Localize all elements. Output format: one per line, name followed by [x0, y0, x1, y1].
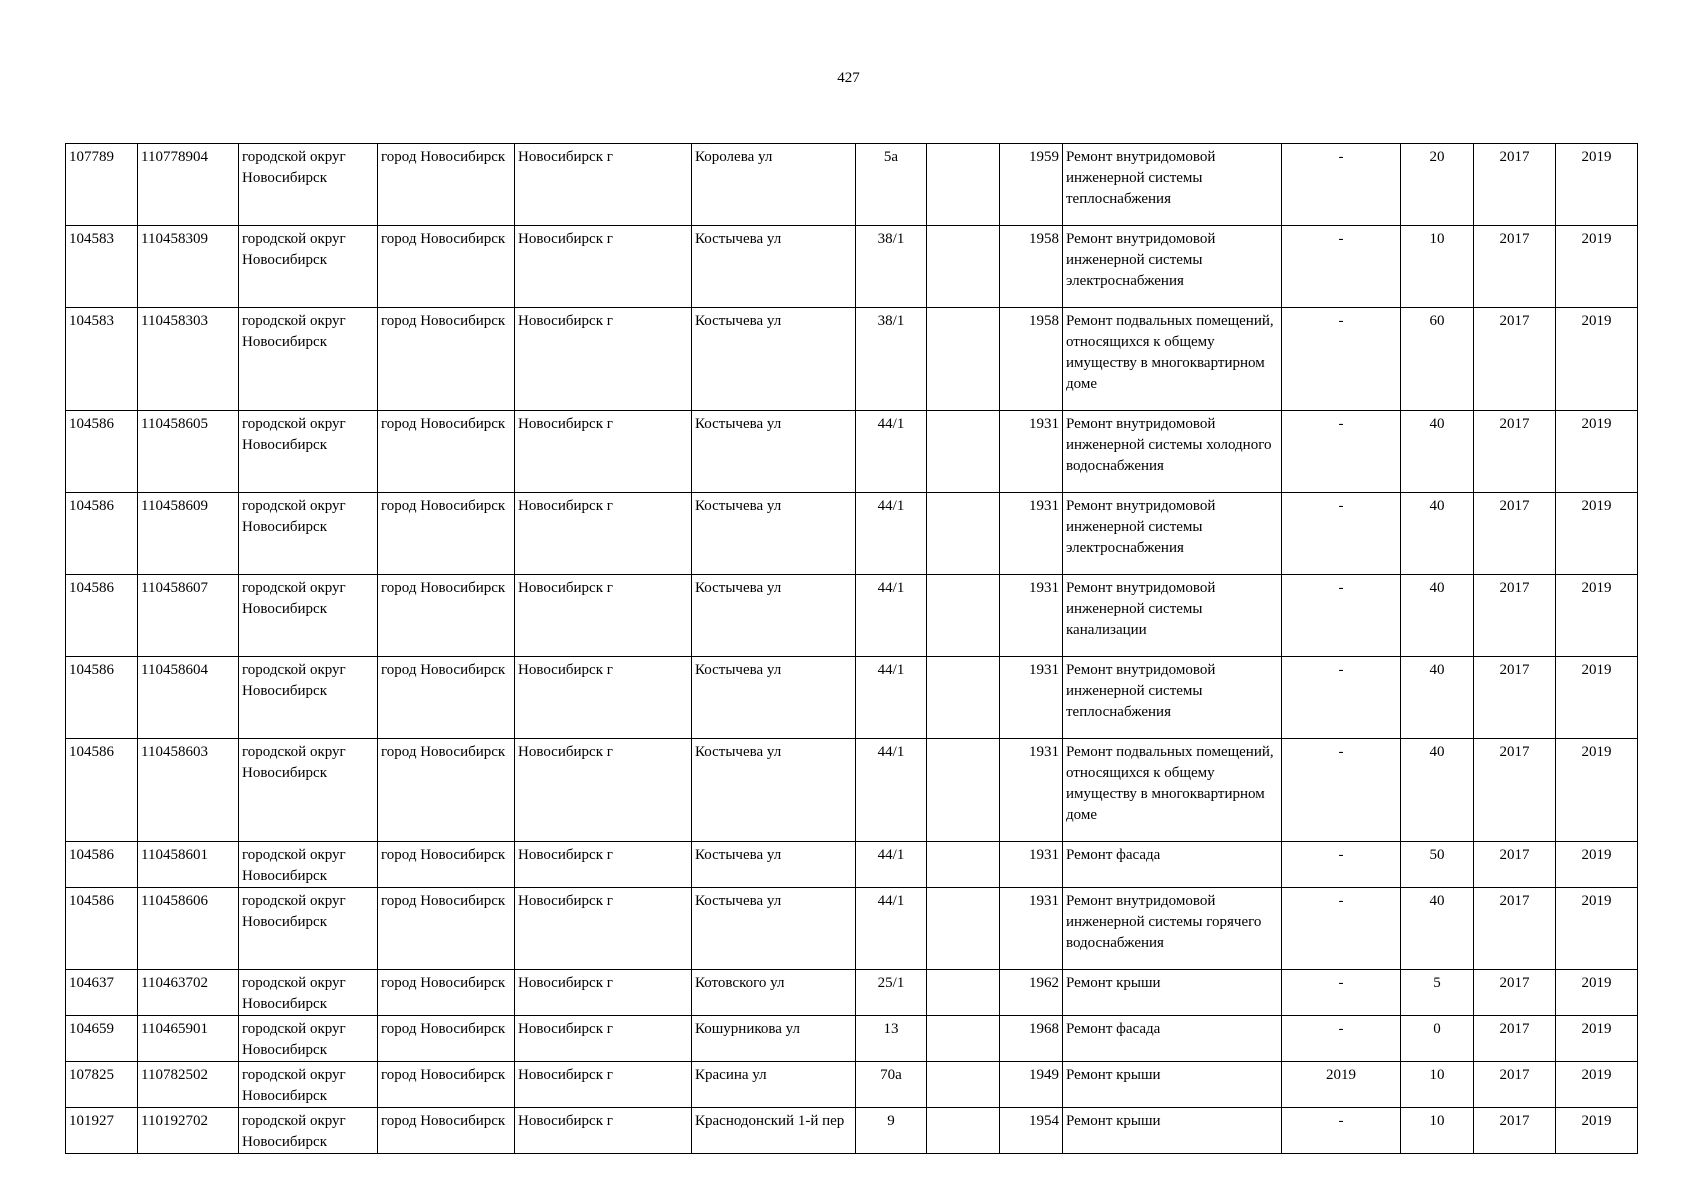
table-row [66, 1108, 1638, 1154]
cell-house-number: 70а [856, 1062, 927, 1108]
cell-previous-repair: - [1282, 575, 1401, 657]
cell-work-code: 110458607 [138, 575, 239, 657]
cell-build-year: 1958 [1000, 308, 1063, 411]
cell-build-year: 1931 [1000, 842, 1063, 888]
cell-street: Костычева ул [692, 739, 856, 842]
cell-building [927, 1016, 1000, 1062]
cell-house-number: 44/1 [856, 657, 927, 739]
table-row [66, 842, 1638, 888]
cell-period-start: 2017 [1474, 144, 1556, 226]
cell-street: Костычева ул [692, 226, 856, 308]
cell-wear-percent: 40 [1401, 493, 1474, 575]
cell-house-number: 38/1 [856, 226, 927, 308]
cell-period-end: 2019 [1556, 144, 1638, 226]
cell-work-type: Ремонт внутридомовой инженерной системы теплоснабжения [1063, 657, 1282, 739]
cell-wear-percent: 10 [1401, 226, 1474, 308]
table-row [66, 1062, 1638, 1108]
cell-previous-repair: - [1282, 970, 1401, 1016]
cell-build-year: 1931 [1000, 493, 1063, 575]
cell-period-start: 2017 [1474, 226, 1556, 308]
table-row [66, 493, 1638, 575]
cell-previous-repair: - [1282, 308, 1401, 411]
cell-wear-percent: 40 [1401, 657, 1474, 739]
cell-street: Кошурникова ул [692, 1016, 856, 1062]
cell-house-id: 101927 [66, 1108, 138, 1154]
cell-settlement: город Новосибирск [378, 657, 515, 739]
cell-build-year: 1949 [1000, 1062, 1063, 1108]
repair-registry-table [65, 143, 1638, 1154]
cell-city: Новосибирск г [515, 1062, 692, 1108]
cell-work-type: Ремонт внутридомовой инженерной системы канализации [1063, 575, 1282, 657]
cell-house-number: 13 [856, 1016, 927, 1062]
cell-building [927, 226, 1000, 308]
cell-work-type: Ремонт внутридомовой инженерной системы холодного водоснабжения [1063, 411, 1282, 493]
cell-house-number: 25/1 [856, 970, 927, 1016]
cell-build-year: 1958 [1000, 226, 1063, 308]
cell-settlement: город Новосибирск [378, 1016, 515, 1062]
cell-house-id: 104586 [66, 739, 138, 842]
cell-work-code: 110782502 [138, 1062, 239, 1108]
cell-period-start: 2017 [1474, 1062, 1556, 1108]
table-row [66, 888, 1638, 970]
cell-house-number: 44/1 [856, 888, 927, 970]
cell-city: Новосибирск г [515, 657, 692, 739]
cell-street: Костычева ул [692, 842, 856, 888]
cell-period-start: 2017 [1474, 411, 1556, 493]
cell-work-type: Ремонт внутридомовой инженерной системы электроснабжения [1063, 226, 1282, 308]
cell-house-number: 5а [856, 144, 927, 226]
cell-work-code: 110458303 [138, 308, 239, 411]
cell-building [927, 888, 1000, 970]
cell-period-end: 2019 [1556, 1016, 1638, 1062]
cell-work-type: Ремонт фасада [1063, 842, 1282, 888]
cell-district: городской округ Новосибирск [239, 575, 378, 657]
table-body [66, 144, 1638, 1154]
cell-wear-percent: 10 [1401, 1108, 1474, 1154]
cell-house-id: 104583 [66, 308, 138, 411]
cell-build-year: 1954 [1000, 1108, 1063, 1154]
cell-settlement: город Новосибирск [378, 1108, 515, 1154]
cell-settlement: город Новосибирск [378, 226, 515, 308]
cell-wear-percent: 40 [1401, 739, 1474, 842]
cell-house-id: 104586 [66, 493, 138, 575]
cell-building [927, 842, 1000, 888]
cell-city: Новосибирск г [515, 739, 692, 842]
table-row [66, 411, 1638, 493]
cell-building [927, 970, 1000, 1016]
cell-house-id: 104586 [66, 888, 138, 970]
cell-period-start: 2017 [1474, 970, 1556, 1016]
cell-house-number: 38/1 [856, 308, 927, 411]
cell-house-number: 44/1 [856, 739, 927, 842]
cell-wear-percent: 5 [1401, 970, 1474, 1016]
table-row [66, 970, 1638, 1016]
cell-district: городской округ Новосибирск [239, 308, 378, 411]
cell-house-id: 107825 [66, 1062, 138, 1108]
cell-period-start: 2017 [1474, 308, 1556, 411]
cell-build-year: 1968 [1000, 1016, 1063, 1062]
cell-street: Красина ул [692, 1062, 856, 1108]
cell-city: Новосибирск г [515, 575, 692, 657]
cell-house-id: 104586 [66, 411, 138, 493]
cell-settlement: город Новосибирск [378, 493, 515, 575]
cell-work-type: Ремонт фасада [1063, 1016, 1282, 1062]
cell-street: Костычева ул [692, 657, 856, 739]
cell-street: Костычева ул [692, 888, 856, 970]
cell-work-code: 110192702 [138, 1108, 239, 1154]
cell-work-code: 110458606 [138, 888, 239, 970]
cell-wear-percent: 40 [1401, 575, 1474, 657]
cell-work-type: Ремонт подвальных помещений, относящихся к общему имуществу в многоквартирном доме [1063, 739, 1282, 842]
table-row [66, 1016, 1638, 1062]
cell-house-id: 104637 [66, 970, 138, 1016]
cell-district: городской округ Новосибирск [239, 144, 378, 226]
cell-street: Костычева ул [692, 308, 856, 411]
cell-settlement: город Новосибирск [378, 888, 515, 970]
cell-build-year: 1959 [1000, 144, 1063, 226]
cell-build-year: 1931 [1000, 411, 1063, 493]
cell-work-code: 110458605 [138, 411, 239, 493]
cell-city: Новосибирск г [515, 970, 692, 1016]
cell-wear-percent: 40 [1401, 888, 1474, 970]
table-row [66, 739, 1638, 842]
cell-district: городской округ Новосибирск [239, 411, 378, 493]
cell-previous-repair: - [1282, 657, 1401, 739]
cell-wear-percent: 20 [1401, 144, 1474, 226]
cell-work-type: Ремонт крыши [1063, 1062, 1282, 1108]
cell-house-id: 107789 [66, 144, 138, 226]
cell-period-start: 2017 [1474, 739, 1556, 842]
cell-district: городской округ Новосибирск [239, 970, 378, 1016]
cell-work-code: 110458604 [138, 657, 239, 739]
cell-building [927, 308, 1000, 411]
cell-build-year: 1931 [1000, 888, 1063, 970]
cell-city: Новосибирск г [515, 493, 692, 575]
cell-district: городской округ Новосибирск [239, 657, 378, 739]
table-row [66, 226, 1638, 308]
cell-city: Новосибирск г [515, 411, 692, 493]
cell-settlement: город Новосибирск [378, 411, 515, 493]
cell-previous-repair: - [1282, 1108, 1401, 1154]
cell-city: Новосибирск г [515, 308, 692, 411]
cell-building [927, 1108, 1000, 1154]
cell-build-year: 1931 [1000, 739, 1063, 842]
cell-street: Костычева ул [692, 575, 856, 657]
cell-district: городской округ Новосибирск [239, 888, 378, 970]
cell-city: Новосибирск г [515, 1016, 692, 1062]
cell-building [927, 144, 1000, 226]
cell-period-end: 2019 [1556, 411, 1638, 493]
cell-district: городской округ Новосибирск [239, 739, 378, 842]
cell-house-number: 44/1 [856, 411, 927, 493]
cell-settlement: город Новосибирск [378, 739, 515, 842]
cell-street: Костычева ул [692, 411, 856, 493]
cell-settlement: город Новосибирск [378, 842, 515, 888]
cell-period-end: 2019 [1556, 739, 1638, 842]
cell-previous-repair: - [1282, 1016, 1401, 1062]
cell-period-start: 2017 [1474, 657, 1556, 739]
cell-wear-percent: 40 [1401, 411, 1474, 493]
cell-build-year: 1931 [1000, 575, 1063, 657]
cell-period-end: 2019 [1556, 970, 1638, 1016]
cell-building [927, 411, 1000, 493]
cell-district: городской округ Новосибирск [239, 842, 378, 888]
cell-period-end: 2019 [1556, 1108, 1638, 1154]
table-row [66, 308, 1638, 411]
table-row [66, 657, 1638, 739]
cell-work-type: Ремонт внутридомовой инженерной системы теплоснабжения [1063, 144, 1282, 226]
cell-previous-repair: - [1282, 144, 1401, 226]
cell-district: городской округ Новосибирск [239, 493, 378, 575]
cell-period-start: 2017 [1474, 842, 1556, 888]
cell-settlement: город Новосибирск [378, 575, 515, 657]
cell-building [927, 575, 1000, 657]
cell-house-id: 104586 [66, 842, 138, 888]
cell-work-type: Ремонт крыши [1063, 970, 1282, 1016]
cell-building [927, 657, 1000, 739]
cell-period-end: 2019 [1556, 308, 1638, 411]
cell-period-end: 2019 [1556, 1062, 1638, 1108]
cell-previous-repair: - [1282, 493, 1401, 575]
cell-building [927, 739, 1000, 842]
cell-street: Краснодонский 1-й пер [692, 1108, 856, 1154]
page-number: 427 [837, 70, 860, 86]
cell-work-code: 110458609 [138, 493, 239, 575]
cell-district: городской округ Новосибирск [239, 1016, 378, 1062]
cell-settlement: город Новосибирск [378, 144, 515, 226]
cell-work-code: 110778904 [138, 144, 239, 226]
cell-house-number: 44/1 [856, 493, 927, 575]
cell-city: Новосибирск г [515, 1108, 692, 1154]
cell-city: Новосибирск г [515, 144, 692, 226]
cell-period-end: 2019 [1556, 657, 1638, 739]
cell-previous-repair: - [1282, 842, 1401, 888]
cell-period-end: 2019 [1556, 493, 1638, 575]
cell-period-start: 2017 [1474, 1108, 1556, 1154]
cell-building [927, 1062, 1000, 1108]
cell-work-code: 110463702 [138, 970, 239, 1016]
cell-district: городской округ Новосибирск [239, 226, 378, 308]
cell-district: городской округ Новосибирск [239, 1062, 378, 1108]
cell-district: городской округ Новосибирск [239, 1108, 378, 1154]
cell-wear-percent: 50 [1401, 842, 1474, 888]
cell-work-type: Ремонт подвальных помещений, относящихся к общему имуществу в многоквартирном доме [1063, 308, 1282, 411]
cell-house-number: 44/1 [856, 575, 927, 657]
cell-period-start: 2017 [1474, 1016, 1556, 1062]
cell-house-id: 104586 [66, 575, 138, 657]
cell-city: Новосибирск г [515, 226, 692, 308]
cell-period-start: 2017 [1474, 575, 1556, 657]
cell-work-type: Ремонт крыши [1063, 1108, 1282, 1154]
cell-work-type: Ремонт внутридомовой инженерной системы электроснабжения [1063, 493, 1282, 575]
cell-settlement: город Новосибирск [378, 1062, 515, 1108]
table-row [66, 144, 1638, 226]
cell-building [927, 493, 1000, 575]
cell-street: Котовского ул [692, 970, 856, 1016]
cell-wear-percent: 60 [1401, 308, 1474, 411]
cell-work-code: 110465901 [138, 1016, 239, 1062]
cell-period-end: 2019 [1556, 575, 1638, 657]
cell-settlement: город Новосибирск [378, 308, 515, 411]
cell-work-code: 110458601 [138, 842, 239, 888]
cell-build-year: 1931 [1000, 657, 1063, 739]
cell-period-end: 2019 [1556, 888, 1638, 970]
cell-work-code: 110458603 [138, 739, 239, 842]
table-row [66, 575, 1638, 657]
cell-house-number: 44/1 [856, 842, 927, 888]
cell-city: Новосибирск г [515, 888, 692, 970]
cell-work-type: Ремонт внутридомовой инженерной системы горячего водоснабжения [1063, 888, 1282, 970]
cell-previous-repair: 2019 [1282, 1062, 1401, 1108]
cell-period-start: 2017 [1474, 888, 1556, 970]
cell-house-id: 104583 [66, 226, 138, 308]
cell-period-end: 2019 [1556, 226, 1638, 308]
cell-period-end: 2019 [1556, 842, 1638, 888]
cell-street: Костычева ул [692, 493, 856, 575]
cell-house-id: 104659 [66, 1016, 138, 1062]
cell-city: Новосибирск г [515, 842, 692, 888]
cell-street: Королева ул [692, 144, 856, 226]
cell-previous-repair: - [1282, 411, 1401, 493]
cell-wear-percent: 0 [1401, 1016, 1474, 1062]
cell-build-year: 1962 [1000, 970, 1063, 1016]
cell-settlement: город Новосибирск [378, 970, 515, 1016]
cell-work-code: 110458309 [138, 226, 239, 308]
cell-previous-repair: - [1282, 739, 1401, 842]
cell-previous-repair: - [1282, 226, 1401, 308]
cell-wear-percent: 10 [1401, 1062, 1474, 1108]
cell-period-start: 2017 [1474, 493, 1556, 575]
cell-house-number: 9 [856, 1108, 927, 1154]
cell-house-id: 104586 [66, 657, 138, 739]
cell-previous-repair: - [1282, 888, 1401, 970]
